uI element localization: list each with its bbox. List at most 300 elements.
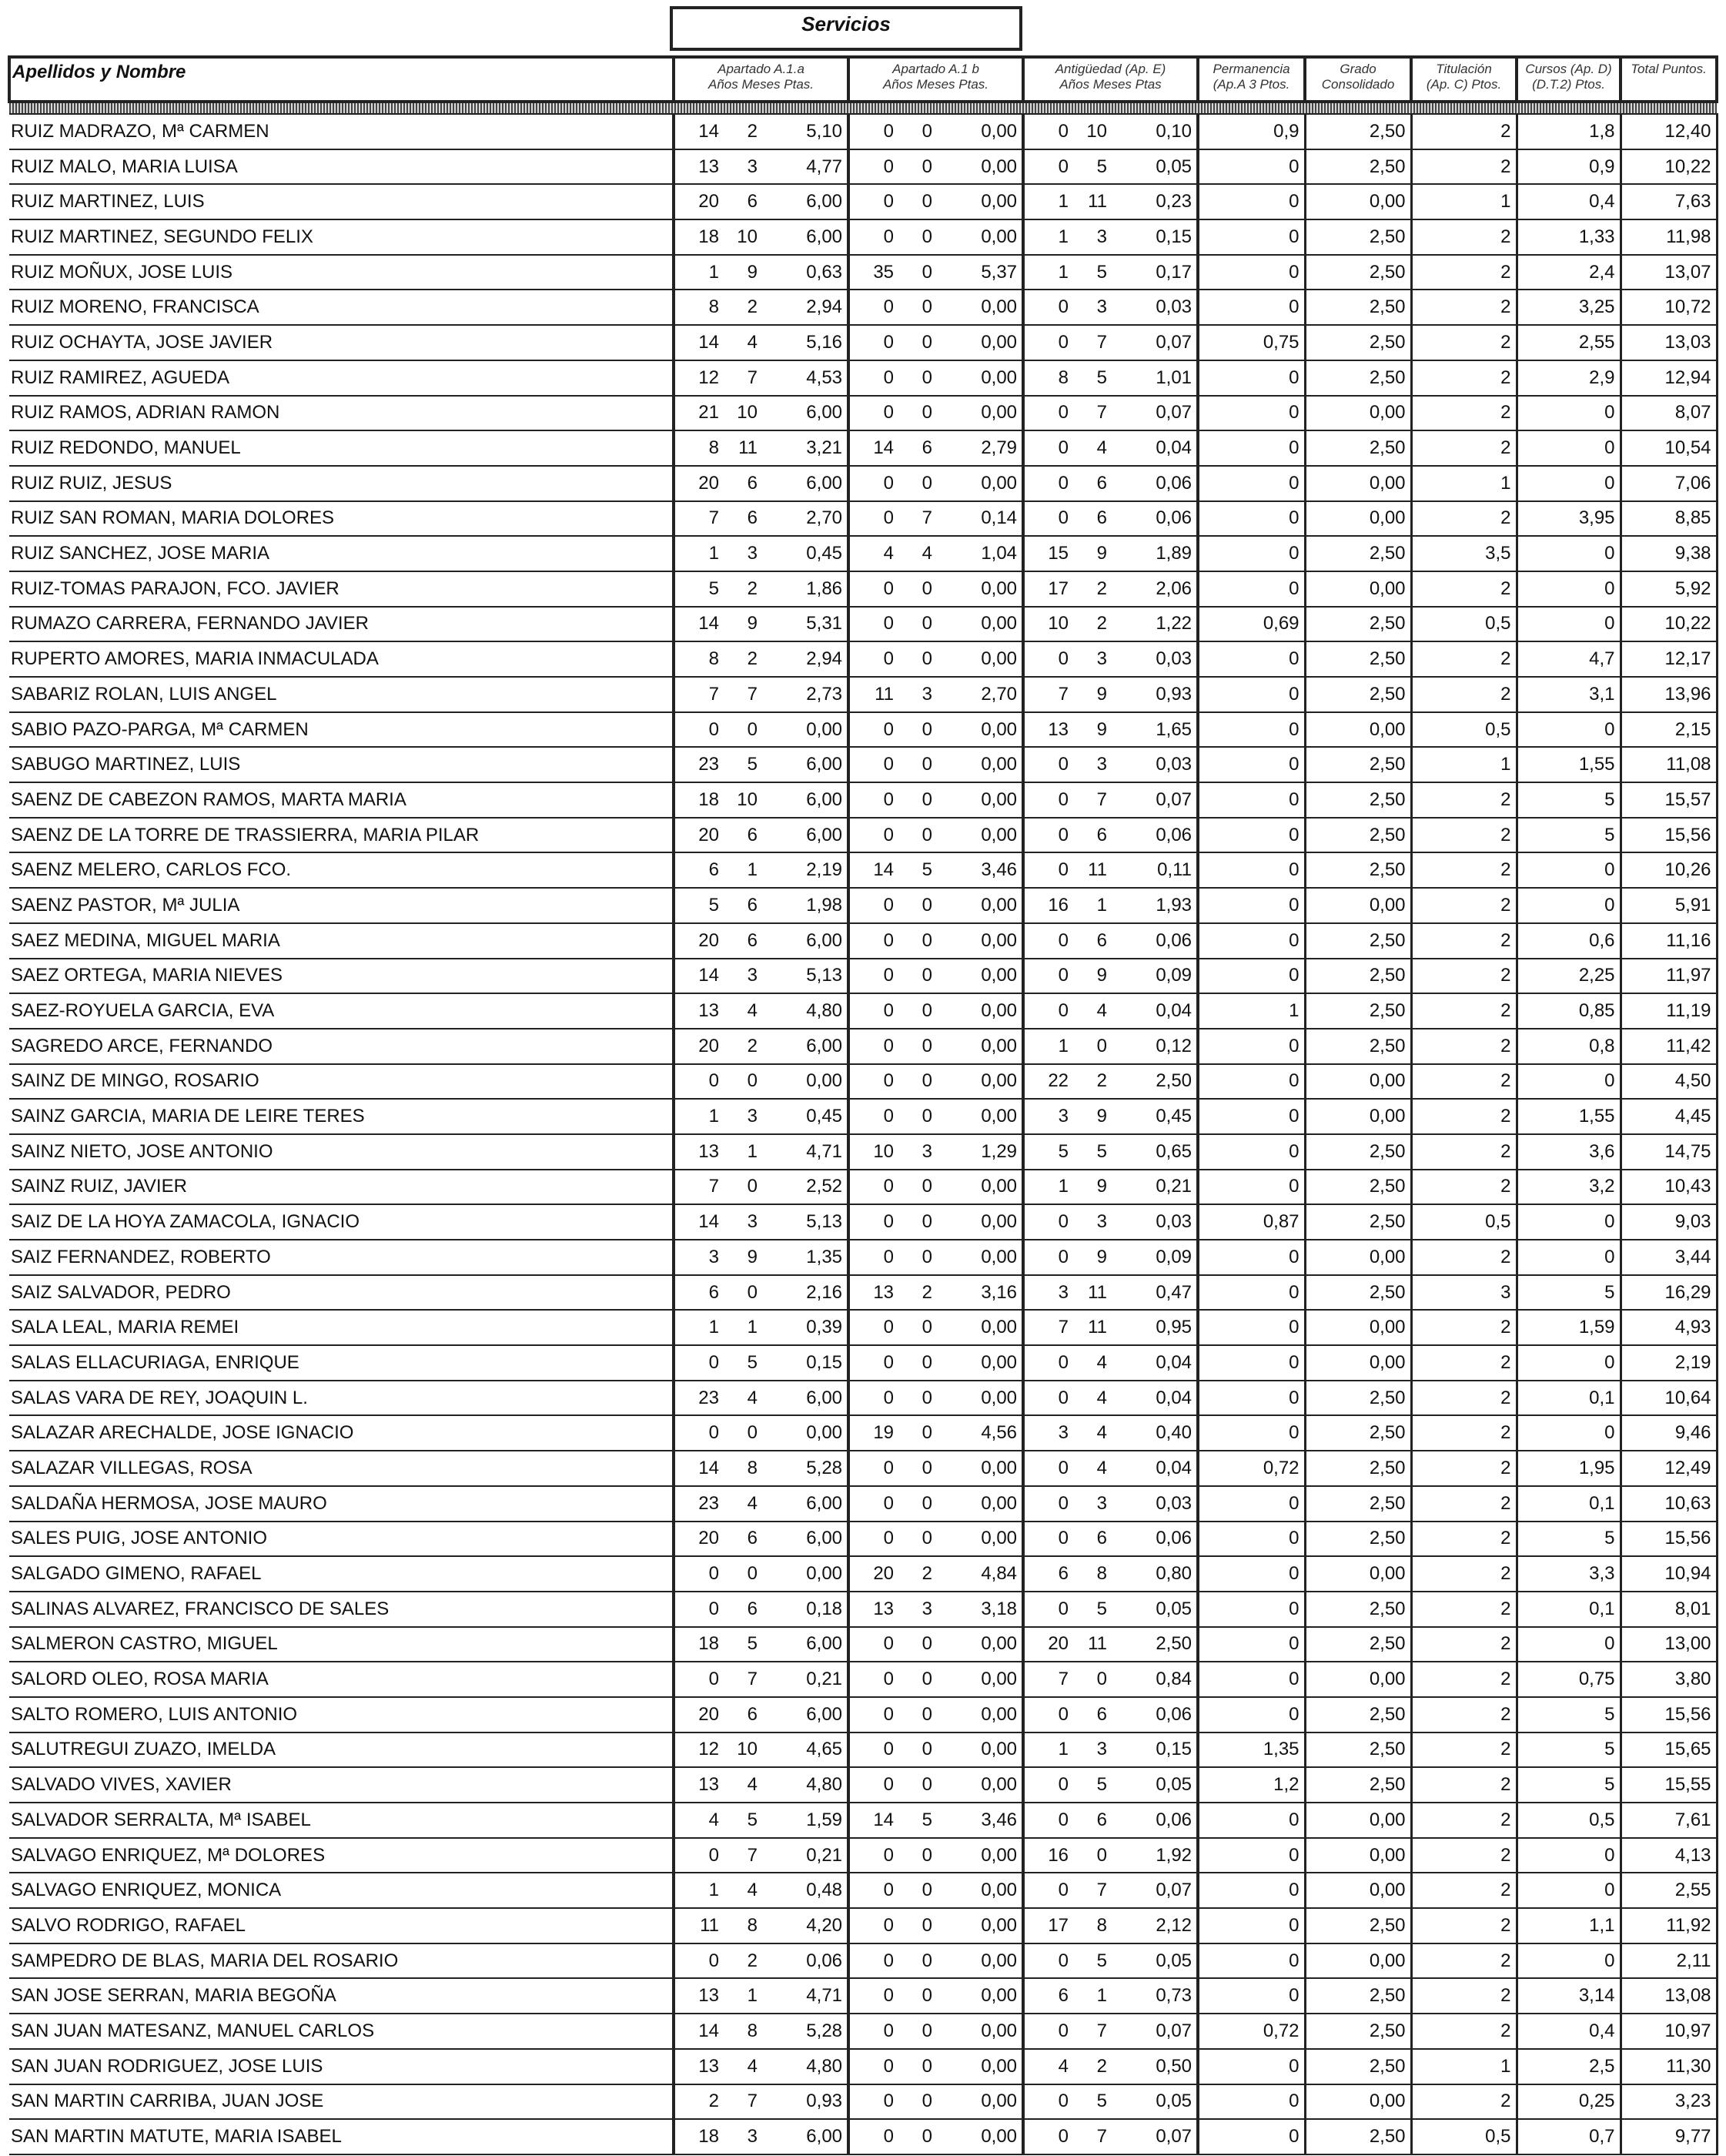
titulacion-cell: 2 — [1411, 959, 1517, 994]
apellidos-nombre-cell: SAIZ DE LA HOYA ZAMACOLA, IGNACIO — [9, 1204, 674, 1240]
grado-cell: 2,50 — [1305, 1029, 1411, 1064]
total-puntos-cell: 11,97 — [1621, 959, 1717, 994]
a1b-anos-cell: 0 — [848, 1662, 898, 1697]
a1b-anos-cell: 0 — [848, 571, 898, 607]
cursos-cell: 0 — [1517, 852, 1621, 888]
titulacion-cell: 2 — [1411, 1381, 1517, 1416]
apellidos-nombre-cell: RUIZ RAMOS, ADRIAN RAMON — [9, 396, 674, 431]
grado-cell: 2,50 — [1305, 1522, 1411, 1557]
antig-meses-cell: 7 — [1073, 782, 1112, 818]
titulacion-cell: 1 — [1411, 466, 1517, 501]
cursos-cell: 3,2 — [1517, 1170, 1621, 1205]
apartado-a1b-header: Apartado A.1 b Años Meses Ptas. — [848, 57, 1023, 102]
a1a-ptas-cell: 0,00 — [762, 712, 848, 748]
antig-anos-cell: 0 — [1023, 1592, 1073, 1627]
cursos-cell: 0,5 — [1517, 1803, 1621, 1838]
antig-ptas-cell: 0,06 — [1112, 818, 1198, 853]
a1a-ptas-cell: 4,53 — [762, 360, 848, 396]
total-puntos-cell: 13,00 — [1621, 1627, 1717, 1662]
antig-meses-cell: 9 — [1073, 712, 1112, 748]
total-puntos-cell: 2,19 — [1621, 1345, 1717, 1381]
a1b-anos-cell: 4 — [848, 536, 898, 571]
titulacion-header: Titulación (Ap. C) Ptos. — [1411, 57, 1517, 102]
apellidos-nombre-cell: SAENZ MELERO, CARLOS FCO. — [9, 852, 674, 888]
a1a-meses-cell: 5 — [724, 747, 762, 782]
a1b-ptas-cell: 0,00 — [937, 290, 1023, 325]
a1b-meses-cell: 0 — [898, 255, 937, 290]
antig-ptas-cell: 0,06 — [1112, 1697, 1198, 1732]
table-row — [9, 1803, 1717, 1838]
antig-anos-cell: 3 — [1023, 1415, 1073, 1451]
permanencia-cell: 0 — [1198, 641, 1305, 677]
a1b-ptas-cell: 0,00 — [937, 1662, 1023, 1697]
apartado-a1a-header: Apartado A.1.a Años Meses Ptas. — [674, 57, 848, 102]
antig-anos-cell: 0 — [1023, 149, 1073, 185]
a1b-ptas-cell: 0,00 — [937, 2014, 1023, 2049]
a1a-meses-cell: 0 — [724, 1275, 762, 1311]
titulacion-cell: 2 — [1411, 1803, 1517, 1838]
a1a-anos-cell: 14 — [674, 1451, 724, 1486]
apellidos-nombre-cell: SAN MARTIN CARRIBA, JUAN JOSE — [9, 2084, 674, 2120]
a1b-meses-cell: 0 — [898, 993, 937, 1029]
apellidos-nombre-cell: SAEZ-ROYUELA GARCIA, EVA — [9, 993, 674, 1029]
permanencia-cell: 0 — [1198, 747, 1305, 782]
cursos-cell: 1,59 — [1517, 1310, 1621, 1345]
antig-ptas-cell: 2,50 — [1112, 1064, 1198, 1100]
antig-meses-cell: 5 — [1073, 2084, 1112, 2120]
table-row — [9, 2084, 1717, 2120]
a1b-anos-cell: 0 — [848, 2014, 898, 2049]
a1a-meses-cell: 3 — [724, 536, 762, 571]
total-puntos-cell: 10,63 — [1621, 1486, 1717, 1522]
antig-ptas-cell: 0,07 — [1112, 396, 1198, 431]
a1a-anos-cell: 14 — [674, 607, 724, 642]
a1b-meses-cell: 5 — [898, 852, 937, 888]
total-puntos-cell: 8,07 — [1621, 396, 1717, 431]
a1a-ptas-cell: 4,65 — [762, 1732, 848, 1768]
total-puntos-cell: 10,22 — [1621, 149, 1717, 185]
apellidos-nombre-cell: RUPERTO AMORES, MARIA INMACULADA — [9, 641, 674, 677]
antig-ptas-cell: 0,23 — [1112, 184, 1198, 219]
a1b-ptas-cell: 0,00 — [937, 959, 1023, 994]
header-separator — [9, 102, 1717, 114]
table-row — [9, 1486, 1717, 1522]
apellidos-nombre-cell: SAN JUAN RODRIGUEZ, JOSE LUIS — [9, 2049, 674, 2084]
grado-cell: 0,00 — [1305, 888, 1411, 923]
antig-anos-cell: 1 — [1023, 219, 1073, 255]
a1a-anos-cell: 13 — [674, 1767, 724, 1803]
a1a-ptas-cell: 6,00 — [762, 466, 848, 501]
permanencia-cell: 0 — [1198, 852, 1305, 888]
a1b-meses-cell: 2 — [898, 1275, 937, 1311]
table-row — [9, 1767, 1717, 1803]
antig-anos-cell: 0 — [1023, 2084, 1073, 2120]
a1a-anos-cell: 0 — [674, 1838, 724, 1873]
antig-ptas-cell: 0,03 — [1112, 1204, 1198, 1240]
cursos-cell: 3,1 — [1517, 677, 1621, 712]
total-puntos-cell: 9,46 — [1621, 1415, 1717, 1451]
antig-meses-cell: 1 — [1073, 888, 1112, 923]
table-row — [9, 1732, 1717, 1768]
total-puntos-cell: 9,03 — [1621, 1204, 1717, 1240]
titulacion-cell: 2 — [1411, 1099, 1517, 1134]
a1b-meses-cell: 0 — [898, 290, 937, 325]
a1b-anos-cell: 0 — [848, 2119, 898, 2154]
antig-anos-cell: 15 — [1023, 536, 1073, 571]
permanencia-cell: 0 — [1198, 959, 1305, 994]
a1a-ptas-cell: 4,80 — [762, 2049, 848, 2084]
a1a-ptas-cell: 1,98 — [762, 888, 848, 923]
a1b-ptas-cell: 0,00 — [937, 2084, 1023, 2120]
a1b-meses-cell: 0 — [898, 818, 937, 853]
apellidos-nombre-cell: SAENZ DE CABEZON RAMOS, MARTA MARIA — [9, 782, 674, 818]
a1b-ptas-cell: 0,00 — [937, 1381, 1023, 1416]
antig-anos-cell: 16 — [1023, 888, 1073, 923]
titulacion-cell: 2 — [1411, 1134, 1517, 1170]
cursos-cell: 2,9 — [1517, 360, 1621, 396]
total-puntos-cell: 13,96 — [1621, 677, 1717, 712]
titulacion-cell: 3 — [1411, 1275, 1517, 1311]
antig-anos-cell: 0 — [1023, 1943, 1073, 1979]
a1b-anos-cell: 0 — [848, 1978, 898, 2014]
a1b-ptas-cell: 0,00 — [937, 2119, 1023, 2154]
total-puntos-cell: 12,17 — [1621, 641, 1717, 677]
a1a-meses-cell: 2 — [724, 641, 762, 677]
table-row — [9, 2049, 1717, 2084]
total-puntos-cell: 10,64 — [1621, 1381, 1717, 1416]
titulacion-cell: 2 — [1411, 2014, 1517, 2049]
a1a-meses-cell: 2 — [724, 114, 762, 149]
table-row — [9, 1697, 1717, 1732]
apellidos-nombre-cell: SALGADO GIMENO, RAFAEL — [9, 1556, 674, 1592]
a1a-ptas-cell: 6,00 — [762, 1697, 848, 1732]
a1b-ptas-cell: 0,00 — [937, 360, 1023, 396]
total-puntos-cell: 15,56 — [1621, 1697, 1717, 1732]
apellidos-nombre-cell: SAIZ FERNANDEZ, ROBERTO — [9, 1240, 674, 1275]
grado-cell: 0,00 — [1305, 2084, 1411, 2120]
total-puntos-cell: 10,97 — [1621, 2014, 1717, 2049]
a1a-meses-cell: 10 — [724, 1732, 762, 1768]
total-puntos-cell: 11,30 — [1621, 2049, 1717, 2084]
antig-anos-cell: 17 — [1023, 1908, 1073, 1943]
total-puntos-cell: 14,75 — [1621, 1134, 1717, 1170]
table-row — [9, 1873, 1717, 1908]
a1b-meses-cell: 0 — [898, 184, 937, 219]
antig-ptas-cell: 0,07 — [1112, 1873, 1198, 1908]
a1b-meses-cell: 0 — [898, 712, 937, 748]
permanencia-cell: 0,75 — [1198, 325, 1305, 360]
a1b-meses-cell: 7 — [898, 501, 937, 537]
antig-anos-cell: 0 — [1023, 1767, 1073, 1803]
grado-cell: 2,50 — [1305, 1415, 1411, 1451]
total-puntos-cell: 9,77 — [1621, 2119, 1717, 2154]
antig-anos-cell: 3 — [1023, 1099, 1073, 1134]
grado-cell: 0,00 — [1305, 501, 1411, 537]
antig-ptas-cell: 0,04 — [1112, 1381, 1198, 1416]
antig-ptas-cell: 0,47 — [1112, 1275, 1198, 1311]
grado-cell: 0,00 — [1305, 1662, 1411, 1697]
grado-cell: 2,50 — [1305, 1134, 1411, 1170]
a1a-anos-cell: 20 — [674, 466, 724, 501]
table-row — [9, 1240, 1717, 1275]
a1b-meses-cell: 0 — [898, 1662, 937, 1697]
table-row — [9, 1310, 1717, 1345]
a1a-ptas-cell: 6,00 — [762, 2119, 848, 2154]
a1b-anos-cell: 0 — [848, 1522, 898, 1557]
a1a-anos-cell: 3 — [674, 1240, 724, 1275]
apellidos-nombre-cell: SALVADO VIVES, XAVIER — [9, 1767, 674, 1803]
a1a-meses-cell: 7 — [724, 360, 762, 396]
apellidos-nombre-cell: SALTO ROMERO, LUIS ANTONIO — [9, 1697, 674, 1732]
permanencia-cell: 0 — [1198, 1170, 1305, 1205]
antig-ptas-cell: 0,05 — [1112, 149, 1198, 185]
a1a-anos-cell: 8 — [674, 290, 724, 325]
titulacion-cell: 2 — [1411, 1592, 1517, 1627]
a1a-anos-cell: 8 — [674, 641, 724, 677]
antig-anos-cell: 0 — [1023, 325, 1073, 360]
a1b-ptas-cell: 1,04 — [937, 536, 1023, 571]
a1a-ptas-cell: 5,16 — [762, 325, 848, 360]
table-row — [9, 290, 1717, 325]
a1b-anos-cell: 0 — [848, 325, 898, 360]
a1a-ptas-cell: 0,48 — [762, 1873, 848, 1908]
a1a-anos-cell: 13 — [674, 993, 724, 1029]
antig-anos-cell: 6 — [1023, 1556, 1073, 1592]
a1b-anos-cell: 19 — [848, 1415, 898, 1451]
antig-anos-cell: 0 — [1023, 1240, 1073, 1275]
antig-anos-cell: 0 — [1023, 959, 1073, 994]
titulacion-cell: 2 — [1411, 1170, 1517, 1205]
a1a-anos-cell: 11 — [674, 1908, 724, 1943]
cursos-cell: 3,3 — [1517, 1556, 1621, 1592]
a1a-meses-cell: 8 — [724, 2014, 762, 2049]
antig-anos-cell: 0 — [1023, 1803, 1073, 1838]
a1a-anos-cell: 18 — [674, 1627, 724, 1662]
total-puntos-cell: 2,11 — [1621, 1943, 1717, 1979]
a1a-anos-cell: 5 — [674, 888, 724, 923]
table-row — [9, 1345, 1717, 1381]
total-puntos-cell: 3,44 — [1621, 1240, 1717, 1275]
grado-cell: 0,00 — [1305, 1064, 1411, 1100]
titulacion-cell: 2 — [1411, 1451, 1517, 1486]
antig-ptas-cell: 0,04 — [1112, 1451, 1198, 1486]
a1a-ptas-cell: 4,80 — [762, 1767, 848, 1803]
titulacion-cell: 2 — [1411, 396, 1517, 431]
antig-ptas-cell: 0,17 — [1112, 255, 1198, 290]
antig-anos-cell: 1 — [1023, 1732, 1073, 1768]
cursos-cell: 3,14 — [1517, 1978, 1621, 2014]
total-puntos-cell: 10,26 — [1621, 852, 1717, 888]
a1a-anos-cell: 1 — [674, 255, 724, 290]
a1b-meses-cell: 3 — [898, 677, 937, 712]
grado-cell: 2,50 — [1305, 1451, 1411, 1486]
a1b-anos-cell: 11 — [848, 677, 898, 712]
a1a-meses-cell: 0 — [724, 712, 762, 748]
titulacion-cell: 2 — [1411, 1978, 1517, 2014]
antig-anos-cell: 7 — [1023, 1310, 1073, 1345]
permanencia-cell: 0 — [1198, 184, 1305, 219]
a1a-ptas-cell: 0,45 — [762, 1099, 848, 1134]
a1a-ptas-cell: 0,06 — [762, 1943, 848, 1979]
table-row — [9, 2119, 1717, 2154]
a1b-ptas-cell: 3,46 — [937, 852, 1023, 888]
total-puntos-cell: 11,42 — [1621, 1029, 1717, 1064]
a1a-anos-cell: 0 — [674, 1345, 724, 1381]
total-puntos-cell: 12,94 — [1621, 360, 1717, 396]
a1a-meses-cell: 4 — [724, 1486, 762, 1522]
permanencia-cell: 0 — [1198, 2084, 1305, 2120]
a1a-anos-cell: 1 — [674, 1310, 724, 1345]
apellidos-nombre-cell: SAMPEDRO DE BLAS, MARIA DEL ROSARIO — [9, 1943, 674, 1979]
a1b-meses-cell: 0 — [898, 1029, 937, 1064]
a1b-anos-cell: 0 — [848, 1873, 898, 1908]
antig-anos-cell: 0 — [1023, 501, 1073, 537]
antig-meses-cell: 6 — [1073, 1522, 1112, 1557]
antig-meses-cell: 7 — [1073, 325, 1112, 360]
table-row — [9, 184, 1717, 219]
antig-anos-cell: 5 — [1023, 1134, 1073, 1170]
a1a-ptas-cell: 4,71 — [762, 1978, 848, 2014]
antig-meses-cell: 5 — [1073, 1767, 1112, 1803]
total-puntos-cell: 11,08 — [1621, 747, 1717, 782]
table-row — [9, 501, 1717, 537]
a1b-meses-cell: 0 — [898, 1170, 937, 1205]
grado-cell: 2,50 — [1305, 607, 1411, 642]
antig-ptas-cell: 1,92 — [1112, 1838, 1198, 1873]
name-column-header: Apellidos y Nombre — [9, 57, 674, 102]
a1a-meses-cell: 2 — [724, 1029, 762, 1064]
a1b-anos-cell: 0 — [848, 396, 898, 431]
a1a-ptas-cell: 2,52 — [762, 1170, 848, 1205]
antig-anos-cell: 0 — [1023, 1204, 1073, 1240]
a1a-anos-cell: 18 — [674, 219, 724, 255]
a1a-meses-cell: 6 — [724, 1522, 762, 1557]
a1b-ptas-cell: 4,56 — [937, 1415, 1023, 1451]
antig-meses-cell: 6 — [1073, 466, 1112, 501]
a1b-anos-cell: 0 — [848, 1697, 898, 1732]
permanencia-cell: 0 — [1198, 219, 1305, 255]
scores-table — [8, 55, 1718, 2155]
a1b-meses-cell: 0 — [898, 1522, 937, 1557]
a1b-ptas-cell: 0,00 — [937, 1522, 1023, 1557]
a1a-anos-cell: 1 — [674, 1099, 724, 1134]
grado-cell: 2,50 — [1305, 1381, 1411, 1416]
cursos-cell: 0 — [1517, 1240, 1621, 1275]
cursos-cell: 2,5 — [1517, 2049, 1621, 2084]
antig-meses-cell: 5 — [1073, 1134, 1112, 1170]
antig-meses-cell: 9 — [1073, 1170, 1112, 1205]
table-row — [9, 747, 1717, 782]
a1a-ptas-cell: 2,70 — [762, 501, 848, 537]
table-row — [9, 1627, 1717, 1662]
total-puntos-cell: 10,94 — [1621, 1556, 1717, 1592]
titulacion-cell: 2 — [1411, 430, 1517, 466]
a1a-ptas-cell: 2,94 — [762, 641, 848, 677]
a1b-anos-cell: 0 — [848, 607, 898, 642]
titulacion-cell: 2 — [1411, 255, 1517, 290]
a1a-ptas-cell: 2,16 — [762, 1275, 848, 1311]
apellidos-nombre-cell: RUIZ SANCHEZ, JOSE MARIA — [9, 536, 674, 571]
a1a-meses-cell: 7 — [724, 1838, 762, 1873]
permanencia-cell: 0 — [1198, 396, 1305, 431]
a1b-anos-cell: 0 — [848, 712, 898, 748]
grado-cell: 2,50 — [1305, 2049, 1411, 2084]
a1a-ptas-cell: 0,00 — [762, 1415, 848, 1451]
total-puntos-cell: 13,07 — [1621, 255, 1717, 290]
permanencia-cell: 0 — [1198, 466, 1305, 501]
total-puntos-cell: 3,80 — [1621, 1662, 1717, 1697]
a1b-ptas-cell: 0,00 — [937, 1345, 1023, 1381]
grado-cell: 2,50 — [1305, 677, 1411, 712]
a1b-meses-cell: 0 — [898, 466, 937, 501]
a1b-meses-cell: 0 — [898, 1943, 937, 1979]
a1a-ptas-cell: 6,00 — [762, 1486, 848, 1522]
a1b-meses-cell: 0 — [898, 1310, 937, 1345]
a1b-anos-cell: 0 — [848, 2084, 898, 2120]
cursos-cell: 0 — [1517, 1345, 1621, 1381]
a1a-meses-cell: 3 — [724, 1099, 762, 1134]
a1b-ptas-cell: 2,70 — [937, 677, 1023, 712]
antig-anos-cell: 0 — [1023, 466, 1073, 501]
grado-cell: 0,00 — [1305, 1099, 1411, 1134]
a1b-meses-cell: 0 — [898, 923, 937, 959]
cursos-cell: 0 — [1517, 1204, 1621, 1240]
table-row — [9, 1204, 1717, 1240]
a1b-ptas-cell: 3,16 — [937, 1275, 1023, 1311]
a1a-meses-cell: 8 — [724, 1908, 762, 1943]
a1a-ptas-cell: 6,00 — [762, 1029, 848, 1064]
a1a-anos-cell: 1 — [674, 536, 724, 571]
antig-ptas-cell: 0,80 — [1112, 1556, 1198, 1592]
a1b-anos-cell: 0 — [848, 466, 898, 501]
a1a-meses-cell: 0 — [724, 1064, 762, 1100]
grado-cell: 2,50 — [1305, 959, 1411, 994]
cursos-cell: 0 — [1517, 536, 1621, 571]
cursos-cell: 0 — [1517, 1838, 1621, 1873]
table-row — [9, 1064, 1717, 1100]
a1a-anos-cell: 14 — [674, 2014, 724, 2049]
a1a-anos-cell: 7 — [674, 1170, 724, 1205]
grado-cell: 2,50 — [1305, 1170, 1411, 1205]
permanencia-cell: 0 — [1198, 1522, 1305, 1557]
titulacion-cell: 0,5 — [1411, 712, 1517, 748]
a1a-ptas-cell: 5,28 — [762, 1451, 848, 1486]
total-puntos-cell: 4,13 — [1621, 1838, 1717, 1873]
table-row — [9, 536, 1717, 571]
grado-cell: 0,00 — [1305, 571, 1411, 607]
a1a-ptas-cell: 5,10 — [762, 114, 848, 149]
apellidos-nombre-cell: SALINAS ALVAREZ, FRANCISCO DE SALES — [9, 1592, 674, 1627]
apellidos-nombre-cell: RUIZ RUIZ, JESUS — [9, 466, 674, 501]
a1a-meses-cell: 0 — [724, 1556, 762, 1592]
antig-anos-cell: 1 — [1023, 255, 1073, 290]
a1a-ptas-cell: 0,45 — [762, 536, 848, 571]
apellidos-nombre-cell: SALA LEAL, MARIA REMEI — [9, 1310, 674, 1345]
total-puntos-cell: 10,22 — [1621, 607, 1717, 642]
a1a-meses-cell: 6 — [724, 888, 762, 923]
antig-meses-cell: 3 — [1073, 1732, 1112, 1768]
a1a-meses-cell: 6 — [724, 184, 762, 219]
a1b-anos-cell: 0 — [848, 1943, 898, 1979]
apellidos-nombre-cell: RUIZ MORENO, FRANCISCA — [9, 290, 674, 325]
cursos-cell: 0 — [1517, 1627, 1621, 1662]
antig-anos-cell: 3 — [1023, 1275, 1073, 1311]
apellidos-nombre-cell: SALAZAR ARECHALDE, JOSE IGNACIO — [9, 1415, 674, 1451]
a1a-ptas-cell: 4,71 — [762, 1134, 848, 1170]
table-row — [9, 1275, 1717, 1311]
a1b-ptas-cell: 0,00 — [937, 396, 1023, 431]
total-puntos-cell: 3,23 — [1621, 2084, 1717, 2120]
